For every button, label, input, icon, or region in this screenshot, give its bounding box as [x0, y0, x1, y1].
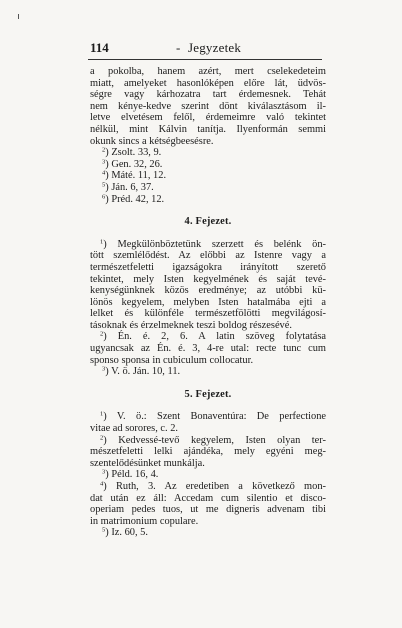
footnote-text: Ján. 6, 37. — [111, 181, 154, 193]
footnote-number: 3 — [102, 468, 106, 476]
text-line: sponso sponsa in cubiculum collocatur. — [90, 354, 254, 366]
text-line: $^1$) Megkülönböztetünk szerzett és belénk ön- — [100, 238, 326, 250]
footnote-number: 1 — [100, 238, 104, 246]
text-line: letve elvetésem felől, érdemeimre való tekintet — [90, 112, 326, 124]
page-number: 114 — [90, 40, 109, 55]
footnote: $^5$) Iz. 60, 5. — [102, 526, 148, 539]
header-dash: - — [176, 40, 181, 55]
text-line: miatt, amelyeket hasonlóképen előre lát, üdvös- — [90, 77, 326, 89]
footnote-number: 1 — [100, 410, 104, 418]
text-line: szentelődésünket munkálja. — [90, 457, 205, 469]
text-line: okunk sincs a kétségbeesésre. — [90, 135, 214, 147]
footnote-number: 2 — [100, 330, 104, 338]
notes-body — [90, 66, 326, 539]
footnote-text: Préd. 42, 12. — [111, 193, 165, 205]
footnote: $^5$) Ján. 6, 37. — [102, 181, 154, 193]
text-line: $^2$) Kedvessé-tevő kegyelem, Isten olyan ter- — [100, 434, 327, 446]
text-line: tekintet, mely Isten kegyelmének és saját tevé- — [90, 273, 326, 285]
footnote: $^6$) Préd. 42, 12. — [102, 193, 165, 205]
footnote-number: 6 — [102, 193, 106, 201]
footnote: $^3$) V. ö. Ján. 10, 11. — [102, 365, 181, 378]
text-line: természetfeletti igazságokra irányított szerető — [90, 261, 326, 273]
text-line: tött szemlélődést. Az előbbi az Istenre vagy a — [90, 250, 326, 262]
section-heading-5: 5. Fejezet. — [184, 388, 232, 400]
text-line: $^4$) Ruth, 3. Az eredetiben a következő mon- — [100, 480, 326, 492]
footnote-text: Zsolt. 33, 9. — [111, 147, 162, 159]
text-line: tásoknak és érzelmeknek teszi boldog részesévé. — [90, 319, 292, 331]
text-line: dat után ez áll: Accedam cum silentio et disco- — [90, 492, 326, 504]
footnote-number: 2 — [100, 434, 104, 442]
footnote-text: Iz. 60, 5. — [111, 527, 148, 539]
text-line: nélkül, mint Kálvin tanítja. Ilyenformán semmi — [90, 123, 326, 135]
text-line: vitae ad sorores, c. 2. — [90, 423, 179, 435]
footnote: $^3$) Péld. 16, 4. — [102, 468, 159, 481]
text-line: mészetfeletti lelki ajándéka, mely egyéni meg- — [90, 446, 326, 458]
text-line: nem kénye-kedve szerint dönt kiválasztásom il- — [90, 100, 326, 112]
header-rule — [88, 59, 322, 60]
text-line: $^2$) Én. é. 2, 6. A latin szöveg folytatása — [100, 330, 326, 343]
footnote-text: Gen. 32, 26. — [111, 158, 163, 170]
text-line: operiam pedes tuos, ut me digneris advenam tibi — [90, 504, 326, 516]
text-line: in matrimonium copulare. — [90, 515, 199, 527]
footnote: $^4$) Máté. 11, 12. — [102, 169, 167, 182]
footnote-text: Péld. 16, 4. — [111, 469, 159, 481]
text-line: $^1$) V. ö.: Szent Bonaventúra: De perfectione — [100, 410, 326, 423]
footnote-number: 3 — [102, 365, 106, 373]
footnote-number: 5 — [102, 181, 106, 189]
running-title: Jegyzetek — [188, 40, 242, 55]
footnote-number: 5 — [102, 526, 106, 534]
footnote: $^2$) Zsolt. 33, 9. — [102, 146, 162, 159]
text-line: lönös kegyelem, melyben Isten hatalmába ejti a — [90, 296, 326, 308]
footnote-number: 4 — [102, 169, 106, 177]
text-line: ségre vagy kárhozatra tart érdemesnek. Tehát — [90, 89, 326, 101]
text-line: a pokolba, hanem azért, mert cselekedeteim — [90, 66, 326, 77]
footnote-number: 3 — [102, 158, 106, 166]
footnote-text: V. ö. Ján. 10, 11. — [111, 366, 181, 378]
footnote-text: Máté. 11, 12. — [111, 170, 167, 182]
page-mark — [18, 14, 19, 19]
text-line: ugyancsak az Én. é. 3, 4-re utal: recte tunc cum — [90, 343, 326, 355]
running-header — [90, 40, 330, 56]
section-heading-4: 4. Fejezet. — [184, 216, 232, 228]
footnote: $^3$) Gen. 32, 26. — [102, 158, 163, 170]
footnote-number: 2 — [102, 146, 106, 154]
text-line: kenységünknek közös eredménye; az utóbbi kü- — [90, 285, 326, 297]
text-line: lelket és különféle természetfölötti megvilágosí- — [90, 308, 326, 320]
footnote-number: 4 — [100, 480, 104, 488]
